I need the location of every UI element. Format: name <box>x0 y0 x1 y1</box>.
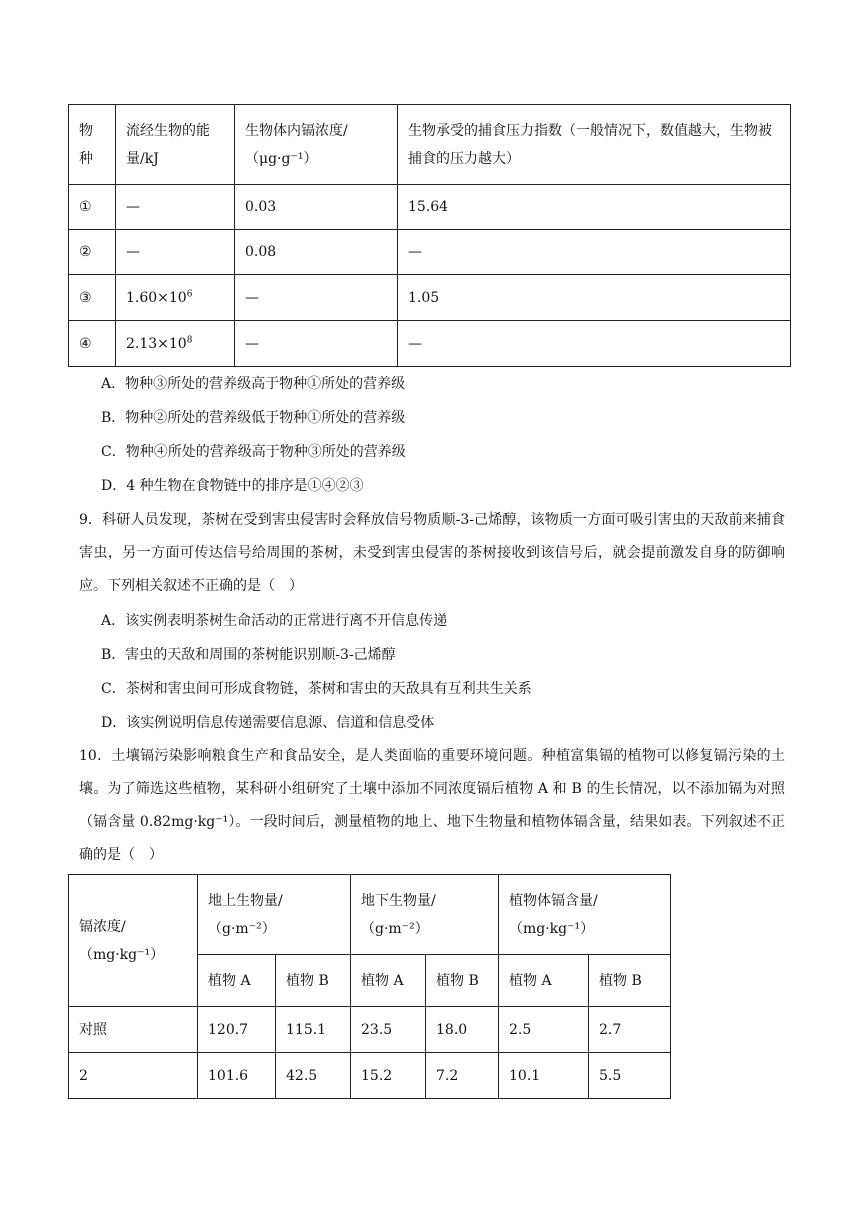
subheader-plant-b: 植物 B <box>589 955 671 1007</box>
table-row <box>69 1053 671 1099</box>
subheader-plant-a: 植物 A <box>198 955 276 1007</box>
header-predation-pressure: 生物承受的捕食压力指数（一般情况下，数值越大，生物被捕食的压力越大） <box>398 105 791 185</box>
table-row <box>69 185 791 230</box>
table-cell: 23.5 <box>351 1007 426 1053</box>
cell-cd: — <box>235 275 398 321</box>
header-species: 物种 <box>69 105 116 185</box>
row-label: 2 <box>69 1053 198 1099</box>
table-cell: 120.7 <box>198 1007 276 1053</box>
cell-species: ① <box>69 185 116 230</box>
subheader-plant-a: 植物 A <box>351 955 426 1007</box>
table-row <box>69 321 791 367</box>
table-row <box>69 275 791 321</box>
table-cell: 18.0 <box>426 1007 499 1053</box>
cell-energy: — <box>116 185 235 230</box>
table-cell: 115.1 <box>276 1007 351 1053</box>
header-belowground-biomass: 地下生物量/（g·m⁻²） <box>351 875 499 955</box>
table-header-row <box>69 875 671 955</box>
cell-pressure: — <box>398 230 791 275</box>
q8-option-d: D．4 种生物在食物链中的排序是①④②③ <box>101 478 364 494</box>
q10-stem: 10．土壤镉污染影响粮食生产和食品安全，是人类面临的重要环境问题。种植富集镉的植物可以修复镉污染的土壤。为了筛选这些植物，某科研小组研究了土壤中添加不同浓度镉后植物 A 和 B 的生长情况，以不添加镉为对照（镉含量 0.82mg·kg⁻¹）。一段时间后，测量植物的地上、地下生物量和植物体镉含量，结果如表。下列叙述不正确的是（ ） <box>79 748 785 863</box>
cell-cd: 0.03 <box>235 185 398 230</box>
subheader-plant-b: 植物 B <box>426 955 499 1007</box>
cell-pressure: — <box>398 321 791 367</box>
table-cell: 5.5 <box>589 1053 671 1099</box>
q8-option-c: C．物种④所处的营养级高于物种③所处的营养级 <box>101 444 406 460</box>
cell-energy: $2.13\times 10^8$ <box>116 321 235 367</box>
table-cell: 15.2 <box>351 1053 426 1099</box>
q9-option-a: A．该实例表明茶树生命活动的正常进行离不开信息传递 <box>101 613 448 629</box>
q9-option-d: D．该实例说明信息传递需要信息源、信道和信息受体 <box>101 715 435 731</box>
q9-option-c: C．茶树和害虫间可形成食物链，茶树和害虫的天敌具有互利共生关系 <box>101 681 532 697</box>
header-aboveground-biomass: 地上生物量/（g·m⁻²） <box>198 875 351 955</box>
header-plant-cd-content: 植物体镉含量/（mg·kg⁻¹） <box>499 875 671 955</box>
cell-pressure: 15.64 <box>398 185 791 230</box>
header-cd-concentration: 生物体内镉浓度/（μg·g⁻¹） <box>235 105 398 185</box>
cell-cd: 0.08 <box>235 230 398 275</box>
table-cell: 7.2 <box>426 1053 499 1099</box>
cell-species: ④ <box>69 321 116 367</box>
table-cell: 42.5 <box>276 1053 351 1099</box>
cell-species: ③ <box>69 275 116 321</box>
table-row <box>69 1007 671 1053</box>
cell-energy: — <box>116 230 235 275</box>
q8-option-b: B．物种②所处的营养级低于物种①所处的营养级 <box>101 410 406 426</box>
row-label: 对照 <box>69 1007 198 1053</box>
header-energy: 流经生物的能量/kJ <box>116 105 235 185</box>
header-cd-concentration: 镉浓度/（mg·kg⁻¹） <box>69 875 198 1007</box>
cell-energy: $1.60\times 10^6$ <box>116 275 235 321</box>
subheader-plant-b: 植物 B <box>276 955 351 1007</box>
table-cell: 101.6 <box>198 1053 276 1099</box>
cell-species: ② <box>69 230 116 275</box>
q8-option-a: A．物种③所处的营养级高于物种①所处的营养级 <box>101 376 406 392</box>
cell-pressure: 1.05 <box>398 275 791 321</box>
table-cell: 2.5 <box>499 1007 589 1053</box>
cadmium-table <box>68 874 671 1099</box>
table-row <box>69 230 791 275</box>
cell-cd: — <box>235 321 398 367</box>
q9-stem: 9．科研人员发现，茶树在受到害虫侵害时会释放信号物质顺-3-己烯醇，该物质一方面可吸引害虫的天敌前来捕食害虫，另一方面可传达信号给周围的茶树，未受到害虫侵害的茶树接收到该信号后，就会提前激发自身的防御响应。下列相关叙述不正确的是（ ） <box>79 512 785 594</box>
species-table <box>68 104 791 367</box>
q9-option-b: B．害虫的天敌和周围的茶树能识别顺-3-己烯醇 <box>101 647 396 663</box>
table-header-row <box>69 105 791 185</box>
subheader-plant-a: 植物 A <box>499 955 589 1007</box>
table-cell: 10.1 <box>499 1053 589 1099</box>
table-cell: 2.7 <box>589 1007 671 1053</box>
